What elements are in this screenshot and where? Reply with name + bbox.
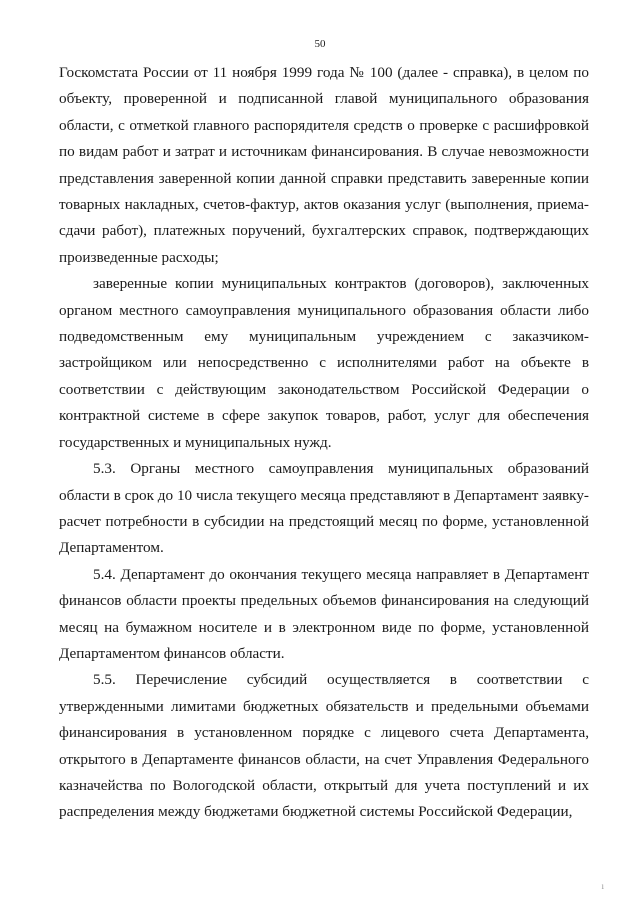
- paragraph-3-section-5-3: 5.3. Органы местного самоуправления муниципальных образований области в срок до 10 числа текущего месяца представляют в Департамент заявку-расчет потребности в субсидии на предстоящий месяц по форме, установленной Департаментом.: [59, 460, 589, 557]
- document-body: [59, 60, 589, 826]
- page-number: 50: [314, 38, 326, 50]
- paragraph-1: Госкомстата России от 11 ноября 1999 года № 100 (далее - справка), в целом по объекту, проверенной и подписанной главой муниципального образования области, с отметкой главного распорядителя средств о проверке с расшифровкой по видам работ и затрат и источникам финансирования. В случае невозможности представления заверенной копии данной справки представить заверенные копии товарных накладных, счетов-фактур, актов оказания услуг (выполнения, приема-сдачи работ), платежных поручений, бухгалтерских справок, подтверждающих произведенные расходы;: [59, 64, 589, 266]
- scan-mark: ı: [601, 881, 604, 891]
- paragraph-2: заверенные копии муниципальных контрактов (договоров), заключенных органом местного самоуправления муниципального образования области либо подведомственным ему муниципальным учреждением с заказчиком-застройщиком или непосредственно с исполнителями работ на объекте в соответствии с действующим законодательством Российской Федерации о контрактной системе в сфере закупок товаров, работ, услуг для обеспечения государственных и муниципальных нужд.: [59, 275, 589, 451]
- paragraph-5-section-5-5: 5.5. Перечисление субсидий осуществляется в соответствии с утвержденными лимитами бюджетных обязательств и предельными объемами финансирования в установленном порядке с лицевого счета Департамента, открытого в Департаменте финансов области, на счет Управления Федерального казначейства по Вологодской области, открытый для учета поступлений и их распределения между бюджетами бюджетной системы Российской Федерации,: [59, 671, 589, 821]
- paragraph-4-section-5-4: 5.4. Департамент до окончания текущего месяца направляет в Департамент финансов области проекты предельных объемов финансирования на следующий месяц на бумажном носителе и в электронном виде по форме, установленной Департаментом финансов области.: [59, 565, 589, 662]
